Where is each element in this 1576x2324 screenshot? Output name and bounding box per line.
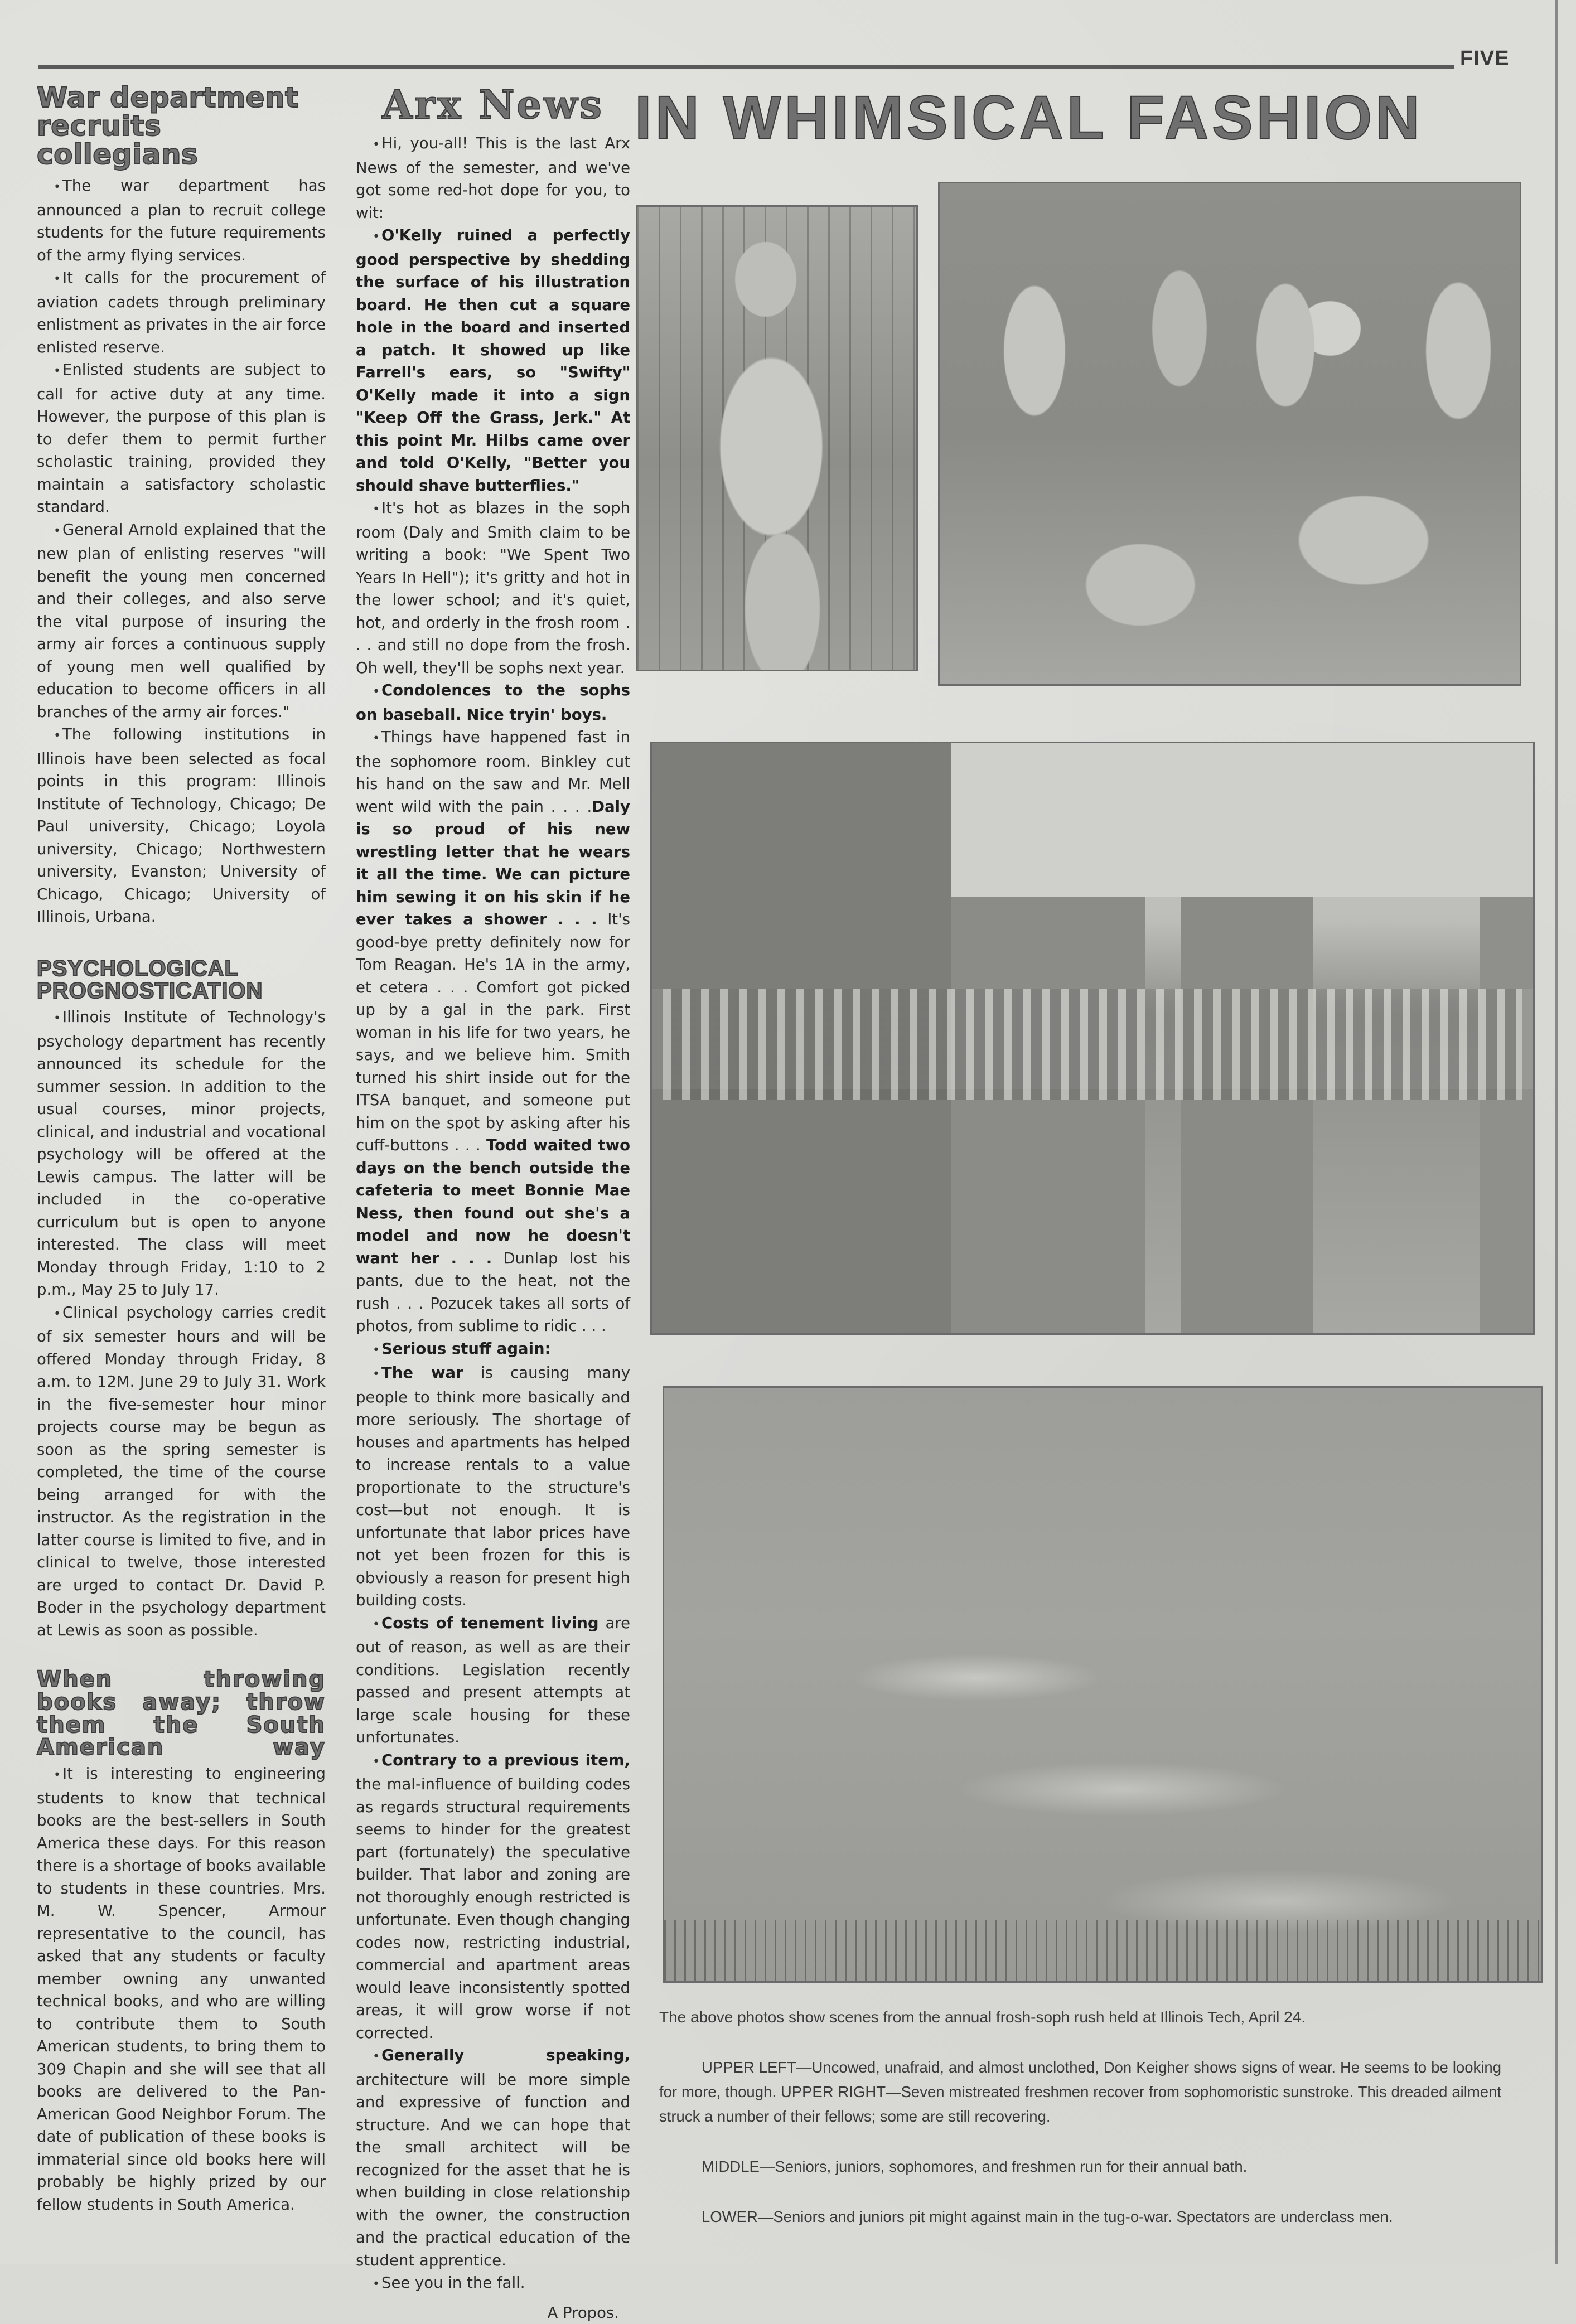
caption-lower: LOWER—Seniors and juniors pit might against main in the tug-o-war. Spectators are underclass men. xyxy=(702,2208,1393,2225)
photo-upper-left xyxy=(636,205,918,671)
photo-crowd xyxy=(663,989,1522,1100)
paragraph xyxy=(356,1338,630,1362)
text: Things have happened fast in the sophomore room. Binkley cut his hand on the saw and Mr. Mell went wild with the pain . . . . xyxy=(356,728,630,816)
paragraph xyxy=(356,1749,630,2045)
paragraph: • It's hot as blazes in the soph room (Daly and Smith claim to be writing a book: "We Spent Two Years In Hell"); it's gritty and hot in the lower school; and it's quiet, hot, and orderly in the frosh room . . . and still no dope from the frosh. Oh well, they'll be sophs next year. xyxy=(356,497,630,679)
top-rule xyxy=(38,65,1454,69)
paragraph: • See you in the fall. xyxy=(356,2272,630,2296)
caption-upper: UPPER LEFT—Uncowed, unafraid, and almost unclothed, Don Keigher shows signs of wear. He seems to be looking for more, though. UPPER RIGHT—Seven mistreated freshmen recover from sophomoristic sunstroke. This dreaded ailment struck a number of their fellows; some are still recovering. xyxy=(659,2059,1501,2125)
headline-arx-news: Arx News xyxy=(382,81,604,128)
paragraph: • It calls for the procurement of aviation cadets through preliminary enlistment as privates in the air force enlisted reserve. xyxy=(37,267,326,359)
feature-title: IN WHIMSICAL FASHION xyxy=(635,84,1423,152)
paragraph: • Illinois Institute of Technology's psychology department has recently announced its schedule for the summer session. In addition to the usual courses, minor projects, clinical, and industrial and vocational psychology will be offered at the Lewis campus. The latter will be included in the co-operative curriculum but is open to anyone interested. The class will meet Monday through Friday, 1:10 to 2 p.m., May 25 to July 17. xyxy=(37,1006,326,1301)
bold-text: Costs of tenement living xyxy=(381,1614,599,1632)
paragraph xyxy=(356,224,630,497)
photo-lower xyxy=(663,1386,1543,1983)
column-left xyxy=(37,81,326,2216)
headline-war-department: War department recruits collegians xyxy=(37,81,299,171)
bold-text: Condolences to the sophs on baseball. Nice tryin' boys. xyxy=(356,681,630,724)
text: are out of reason, as well as are their conditions. Legislation recently passed and present attempts at large scale housing for these unfortunates. xyxy=(356,1614,630,1747)
bold-text: Todd waited two days on the bench outside the cafeteria to meet Bonnie Mae Ness, then found out she's a model and now he doesn't want her . . . xyxy=(356,1136,630,1267)
photo-image xyxy=(940,183,1520,684)
paragraph xyxy=(356,726,630,1338)
photo-middle xyxy=(650,742,1535,1335)
column-arx-news xyxy=(356,81,630,2324)
caption-intro: The above photos show scenes from the annual frosh-soph rush held at Illinois Tech, April 24. xyxy=(659,2008,1306,2026)
bold-text: Serious stuff again: xyxy=(381,1339,551,1358)
signature: A Propos. xyxy=(547,2303,619,2322)
text: architecture will be more simple and expressive of function and structure. And we can hope that the small architect will be recognized for the asset that he is when building in close relationship with the owner, the construction and the practical education of the student apprentice. xyxy=(356,2070,630,2269)
bold-text: O'Kelly ruined a perfectly good perspective by shedding the surface of his illustration board. He then cut a square hole in the board and inserted a patch. It showed up like Farrell's ears, so "Swifty" O'Kelly made it into a sign "Keep Off the Grass, Jerk." At this point Mr. Hilbs came over and told O'Kelly, "Better you should shave butterflies." xyxy=(356,226,630,495)
photo-image xyxy=(664,1388,1541,1981)
paragraph: • Clinical psychology carries credit of six semester hours and will be offered Monday through Friday, 8 a.m. to 12M. June 29 to July 31. Work in the five-semester hour minor projects course may be begun as soon as the spring semester is completed, the time of the course being arranged for with the instructor. As the registration in the latter course is limited to five, and in clinical to twelve, those interested are urged to contact Dr. David P. Boder in the psychology department at Lewis as soon as possible. xyxy=(37,1301,326,1642)
paragraph xyxy=(356,679,630,726)
bold-text: Generally speaking, xyxy=(381,2046,630,2065)
paragraph: • General Arnold explained that the new plan of enlisting reserves "will benefit the young men concerned and their colleges, and also serve the vital purpose of insuring the army air forces a continuous supply of young men well qualified by education to become officers in all branches of the army air forces." xyxy=(37,519,326,724)
paragraph: • The following institutions in Illinois have been selected as focal points in this program: Illinois Institute of Technology, Chicago; De Paul university, Chicago; Loyola university, Chicago; Northwestern university, Evanston; University of Chicago, Chicago; University of Illinois, Urbana. xyxy=(37,723,326,928)
photo-upper-right xyxy=(938,182,1521,686)
bold-text: Contrary to a previous item, xyxy=(381,1751,630,1769)
page-edge xyxy=(1555,0,1558,2264)
headline-south-american-books: When throwing books away; throw them the South American way xyxy=(37,1667,326,1761)
photo-captions xyxy=(659,2005,1501,2255)
text: is causing many people to think more basically and more seriously. The shortage of houses and apartments has helped to increase rentals to a value proportionate to the structure's cost—but not enough. It is unfortunate that labor prices have not yet been frozen for this is obviously a reason for present high building costs. xyxy=(356,1364,630,1610)
caption-middle: MIDDLE—Seniors, juniors, sophomores, and freshmen run for their annual bath. xyxy=(702,2158,1248,2175)
headline-psychological-prognostication: PSYCHOLOGICAL PROGNOSTICATION xyxy=(37,956,263,1004)
bold-text: The war xyxy=(381,1364,463,1382)
page-number: FIVE xyxy=(1460,47,1510,70)
article-psychology xyxy=(37,1006,326,1642)
bold-text: Daly is so proud of his new wrestling letter that he wears it all the time. We can picture him sewing it on his skin if he ever takes a shower . . . xyxy=(356,797,630,929)
text: the mal-influence of building codes as regards structural requirements seems to hinder for the greatest part (fortunately) the speculative builder. That labor and zoning are not thoroughly enough restricted is unfortunate. Even though changing codes now, restricting industrial, commercial and apartment areas would leave inconsistently spotted areas, it will grow worse if not corrected. xyxy=(356,1775,630,2042)
paragraph: • Hi, you-all! This is the last Arx News of the semester, and we've got some red-hot dope for you, to wit: xyxy=(356,132,630,224)
text: It's good-bye pretty definitely now for Tom Reagan. He's 1A in the army, et cetera . . . Comfort got picked up by a gal in the park. First woman in his life for two years, he says, and we believe him. Smith turned his shirt inside out for the ITSA banquet, and someone put him on the spot by asking after his cuff-buttons . . . xyxy=(356,911,630,1155)
photo-image xyxy=(637,207,916,670)
paragraph: • Enlisted students are subject to call for active duty at any time. However, the purpose of this plan is to defer them to permit further scholastic training, provided they maintain a satisfactory scholastic standard. xyxy=(37,359,326,519)
paragraph xyxy=(356,2044,630,2272)
article-books xyxy=(37,1763,326,2216)
paragraph: • The war department has announced a plan to recruit college students for the future requirements of the army flying services. xyxy=(37,175,326,267)
paragraph xyxy=(356,1362,630,1612)
text: Dunlap lost his pants, due to the heat, not the rush . . . Pozucek takes all sorts of photos, from sublime to ridic . . . xyxy=(356,1249,630,1335)
paragraph: • It is interesting to engineering students to know that technical books are the best-sellers in South America these days. For this reason there is a shortage of books available to students in these countries. Mrs. M. W. Spencer, Armour representative to the council, has asked that any students or faculty member owning any unwanted technical books, and who are willing to contribute them to South American students, to bring them to 309 Chapin and she will see that all books are delivered to the Pan-American Good Neighbor Forum. The date of publication of these books is immaterial since old books here will probably be highly prized by our fellow students in South America. xyxy=(37,1763,326,2216)
paragraph xyxy=(356,1612,630,1749)
article-war-department xyxy=(37,175,326,928)
photo-fence xyxy=(664,1920,1541,1981)
